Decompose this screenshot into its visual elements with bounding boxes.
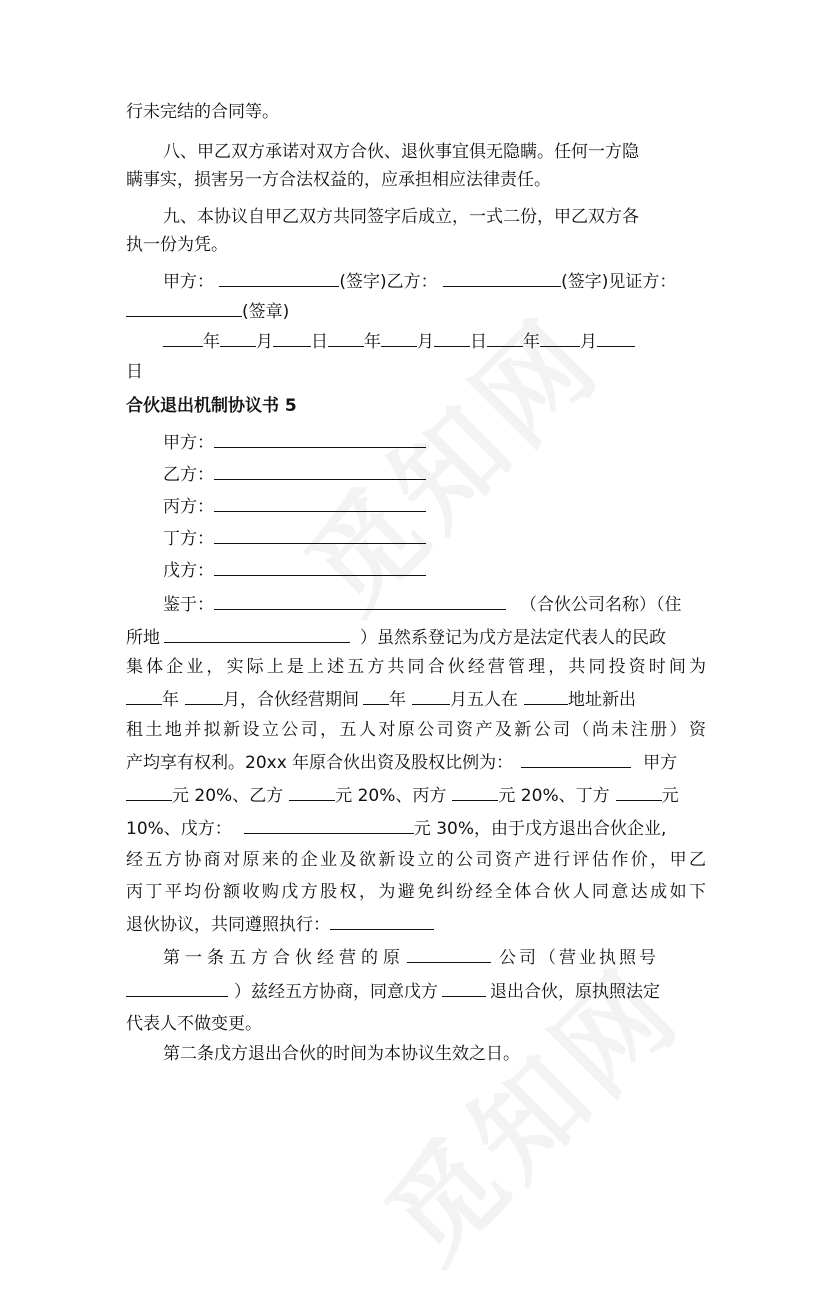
paragraph-line: 租土地并拟新设立公司，五人对原公司资产及新公司（尚未注册）资	[126, 720, 706, 740]
party-line: 甲方：	[163, 431, 706, 454]
paragraph-line: 八、甲乙双方承诺对双方合伙、退伙事宜俱无隐瞒。任何一方隐	[163, 142, 639, 162]
party-a-label: 甲方：	[163, 272, 214, 292]
paragraph-line: 丙丁平均份额收购戊方股权，为避免纠纷经全体合伙人同意达成如下	[126, 882, 706, 902]
paragraph-line: 退伙协议，共同遵照执行：	[126, 913, 706, 936]
section-title: 合伙退出机制协议书 5	[126, 396, 297, 416]
witness-line	[126, 300, 706, 323]
paragraph-line: 九、本协议自甲乙双方共同签字后成立，一式二份，甲乙双方各	[163, 207, 639, 227]
article-line: 第一条五方合伙经营的原 公司（营业执照号	[163, 948, 659, 968]
paragraph-line: 行未完结的合同等。	[126, 102, 279, 122]
paragraph-line: 鉴于： （合伙公司名称）（住	[163, 595, 682, 615]
party-line: 丙方：	[163, 495, 706, 518]
paragraph-line: 所地 ）虽然系登记为戊方是法定代表人的民政	[126, 628, 666, 648]
article-line: 第二条戊方退出合伙的时间为本协议生效之日。	[163, 1044, 520, 1064]
paragraph-line: 执一份为凭。	[126, 235, 228, 255]
paragraph-line: 瞒事实，损害另一方合法权益的，应承担相应法律责任。	[126, 170, 551, 190]
article-line: 代表人不做变更。	[126, 1014, 262, 1034]
signature-line	[163, 270, 706, 293]
paragraph-line: 产均享有权利。20xx 年原合伙出资及股权比例为： 甲方	[126, 753, 678, 773]
paragraph-line: 10%、戊方： 元 30%，由于戊方退出合伙企业,	[126, 819, 667, 839]
party-line: 丁方：	[163, 527, 706, 550]
paragraph-line: 经五方协商对原来的企业及欲新设立的公司资产进行评估作价，甲乙	[126, 850, 706, 870]
paragraph-line: 年 月，合伙经营期间 年 月五人在 地址新出	[126, 688, 706, 711]
paragraph-line: 元 20%、乙方 元 20%、丙方 元 20%、丁方 元	[126, 784, 706, 807]
party-b-sign-label: (签字)见证方：	[561, 272, 677, 292]
party-line: 戊方：	[163, 559, 706, 582]
date-line: 年 月 日 年 月 日 年 月	[163, 330, 706, 353]
paragraph-line: 集体企业，实际上是上述五方共同合伙经营管理，共同投资时间为	[126, 657, 706, 677]
witness-sign-label: (签章)	[242, 302, 290, 322]
party-b-blank	[443, 270, 561, 287]
party-a-sign-label: (签字)乙方：	[339, 272, 438, 292]
witness-blank	[126, 300, 242, 317]
article-line: ）兹经五方协商，同意戊方 退出合伙，原执照法定	[126, 980, 706, 1003]
party-line: 乙方：	[163, 463, 706, 486]
date-day: 日	[126, 362, 143, 382]
party-a-blank	[219, 270, 339, 287]
